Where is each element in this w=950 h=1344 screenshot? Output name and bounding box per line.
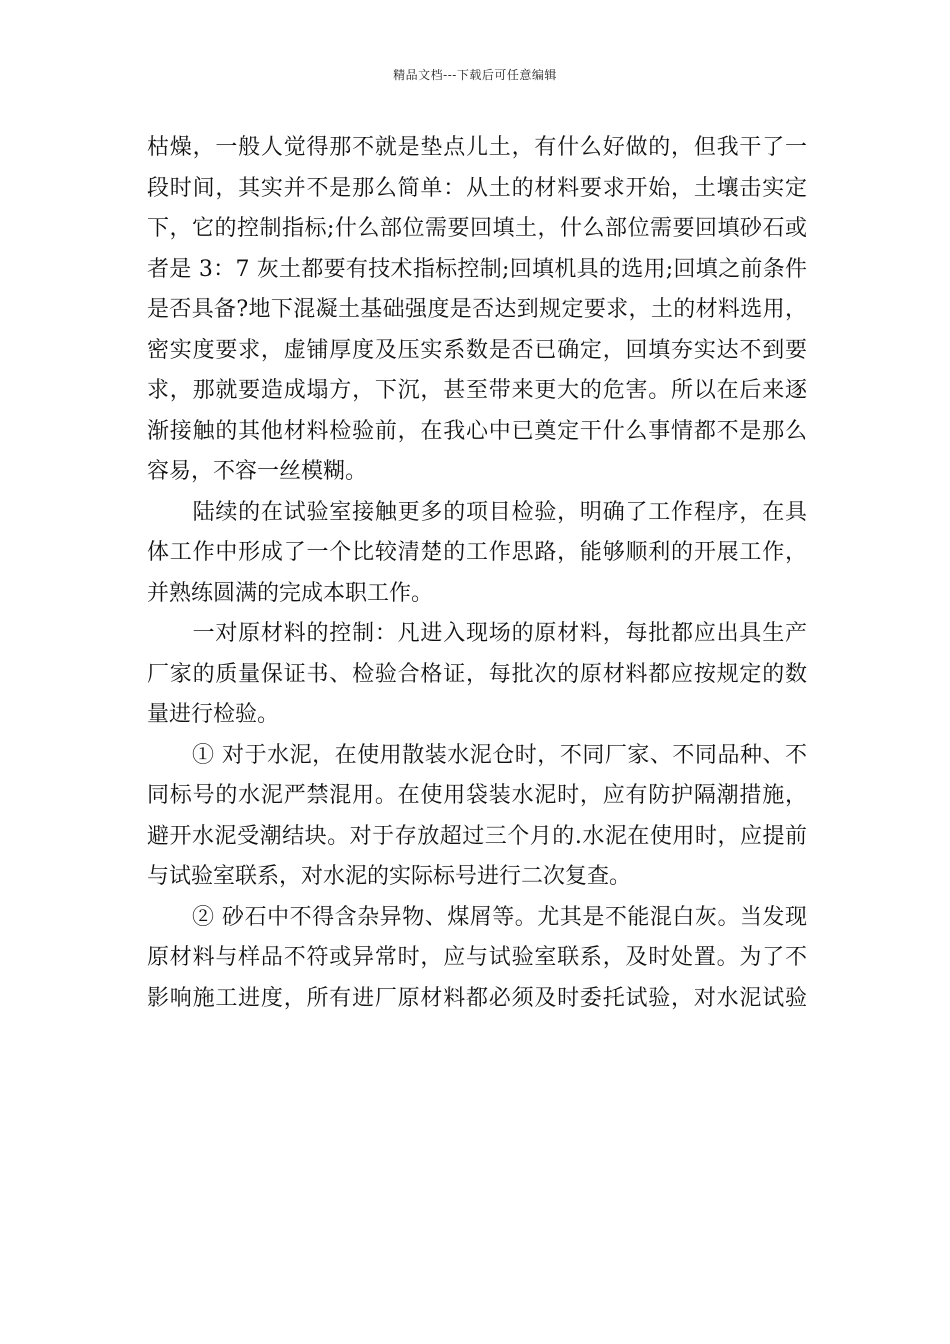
text-line: 下，它的控制指标;什么部位需要回填土，什么部位需要回填砂石或 <box>147 216 807 241</box>
text-line: 厂家的质量保证书、检验合格证，每批次的原材料都应按规定的数 <box>147 661 807 687</box>
paragraph <box>147 898 807 1020</box>
body-text <box>147 128 807 1019</box>
text-line: 避开水泥受潮结块。对于存放超过三个月的.水泥在使用时，应提前 <box>147 823 807 849</box>
text-line: 原材料与样品不符或异常时，应与试验室联系，及时处置。为了不 <box>147 945 807 970</box>
text-line: 密实度要求，虚铺厚度及压实系数是否已确定，回填夯实达不到要 <box>147 337 807 363</box>
text-line: 求，那就要造成塌方，下沉，甚至带来更大的危害。所以在后来逐 <box>147 378 807 403</box>
text-line: ① 对于水泥，在使用散装水泥仓时，不同厂家、不同品种、不 <box>147 742 807 768</box>
text-line: 枯燥，一般人觉得那不就是垫点儿土，有什么好做的，但我干了一 <box>147 135 807 160</box>
text-line: 段时间，其实并不是那么简单：从土的材料要求开始，土壤击实定 <box>147 175 807 201</box>
page-header: 精品文档---下载后可任意编辑 <box>393 68 557 82</box>
paragraph <box>147 614 807 736</box>
paragraph <box>147 493 807 615</box>
text-line: 陆续的在试验室接触更多的项目检验，明确了工作程序，在具 <box>147 499 807 525</box>
text-line: 体工作中形成了一个比较清楚的工作思路，能够顺利的开展工作， <box>147 540 807 565</box>
text-line: 同标号的水泥严禁混用。在使用袋装水泥时，应有防护隔潮措施， <box>147 783 807 808</box>
text-line: 是否具备?地下混凝土基础强度是否达到规定要求，土的材料选用， <box>147 297 807 322</box>
text-line: ② 砂石中不得含杂异物、煤屑等。尤其是不能混白灰。当发现 <box>147 904 807 930</box>
text-line: 者是 3：7 灰土都要有技术指标控制;回填机具的选用;回填之前条件 <box>147 256 807 282</box>
paragraph <box>147 128 807 493</box>
text-line: 并熟练圆满的完成本职工作。 <box>147 580 434 606</box>
text-line: 量进行检验。 <box>147 702 280 727</box>
text-line: 渐接触的其他材料检验前，在我心中已奠定干什么事情都不是那么 <box>147 418 807 444</box>
text-line: 影响施工进度，所有进厂原材料都必须及时委托试验，对水泥试验 <box>147 985 807 1011</box>
text-line: 与试验室联系，对水泥的实际标号进行二次复查。 <box>147 864 632 889</box>
text-line: 容易，不容一丝模糊。 <box>147 459 368 484</box>
paragraph <box>147 736 807 898</box>
text-line: 一对原材料的控制：凡进入现场的原材料，每批都应出具生产 <box>147 621 807 646</box>
